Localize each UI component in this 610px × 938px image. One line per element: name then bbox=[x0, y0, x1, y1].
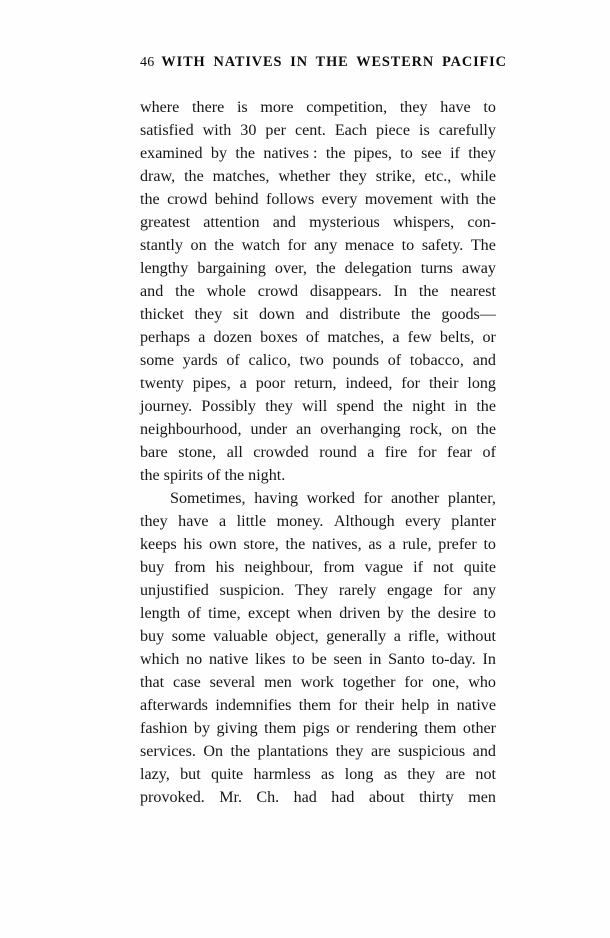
word: belts, bbox=[439, 329, 475, 346]
word: They bbox=[295, 582, 329, 599]
word: buy bbox=[140, 559, 165, 576]
word: buy bbox=[140, 628, 165, 645]
word: except bbox=[247, 605, 290, 622]
word: pipes, bbox=[192, 375, 231, 392]
word: they bbox=[335, 743, 364, 760]
word: examined bbox=[140, 145, 203, 162]
word: unjustified bbox=[140, 582, 209, 599]
word: little bbox=[236, 513, 267, 530]
text-line bbox=[140, 142, 496, 165]
word: of bbox=[226, 352, 240, 369]
word: for bbox=[443, 582, 463, 599]
word: night bbox=[412, 398, 446, 415]
word: and bbox=[472, 352, 496, 369]
word: spend bbox=[336, 398, 375, 415]
word: own bbox=[208, 536, 237, 553]
word: in bbox=[436, 697, 450, 714]
word: strike, bbox=[375, 168, 416, 185]
word: object, bbox=[275, 628, 319, 645]
word: bargaining bbox=[197, 260, 266, 277]
word: the bbox=[476, 191, 496, 208]
word: pipes, bbox=[353, 145, 392, 162]
word: they bbox=[194, 306, 223, 323]
word: pigs bbox=[302, 720, 330, 737]
word: will bbox=[302, 398, 328, 415]
word: the bbox=[410, 306, 431, 323]
word: matches, bbox=[327, 329, 385, 346]
word: pounds bbox=[332, 352, 380, 369]
word: is bbox=[418, 122, 430, 139]
word: over, bbox=[274, 260, 307, 277]
text-line bbox=[140, 786, 496, 809]
word: not bbox=[433, 559, 454, 576]
word: whispers, bbox=[392, 214, 455, 231]
word: distribute bbox=[339, 306, 401, 323]
word: to bbox=[483, 536, 496, 553]
word: men bbox=[468, 789, 496, 806]
text-line bbox=[140, 211, 496, 234]
word: one, bbox=[432, 674, 460, 691]
word: in bbox=[368, 651, 382, 668]
word: his bbox=[215, 559, 235, 576]
word: whether bbox=[278, 168, 331, 185]
word: to bbox=[401, 237, 415, 254]
word: the bbox=[175, 283, 195, 300]
word: from bbox=[174, 559, 206, 576]
word: cent. bbox=[294, 122, 326, 139]
word: menace bbox=[344, 237, 395, 254]
word: by bbox=[387, 605, 404, 622]
word: down bbox=[258, 306, 295, 323]
word: greatest bbox=[140, 214, 191, 231]
word: prefer bbox=[438, 536, 477, 553]
word: draw, bbox=[140, 168, 176, 185]
word: afterwards bbox=[140, 697, 208, 714]
word: the bbox=[383, 398, 403, 415]
word: to bbox=[483, 99, 496, 116]
word: suspicion. bbox=[219, 582, 285, 599]
word: Although bbox=[333, 513, 395, 530]
word: watch bbox=[241, 237, 280, 254]
word: not bbox=[475, 766, 496, 783]
text-line bbox=[140, 740, 496, 763]
word: is bbox=[236, 99, 248, 116]
word: On bbox=[203, 743, 224, 760]
word: follows bbox=[265, 191, 315, 208]
word: giving bbox=[216, 720, 258, 737]
word: for bbox=[401, 375, 421, 392]
word: lengthy bbox=[140, 260, 189, 277]
text-line bbox=[140, 280, 496, 303]
word: vague bbox=[364, 559, 404, 576]
running-head bbox=[140, 54, 507, 71]
word: see bbox=[421, 145, 442, 162]
word: engage bbox=[387, 582, 433, 599]
text-line bbox=[140, 96, 496, 119]
word: and bbox=[472, 743, 496, 760]
word: natives : bbox=[263, 145, 318, 162]
word: rock, bbox=[409, 421, 443, 438]
word: several bbox=[209, 674, 256, 691]
word: fashion bbox=[140, 720, 188, 737]
word: had bbox=[331, 789, 355, 806]
word: they bbox=[140, 513, 168, 530]
word: thirty bbox=[418, 789, 454, 806]
word: they bbox=[407, 766, 436, 783]
text-line bbox=[140, 395, 496, 418]
word: about bbox=[368, 789, 405, 806]
word: and bbox=[140, 283, 164, 300]
text-line bbox=[140, 648, 496, 671]
word: keeps bbox=[140, 536, 177, 553]
word: store, bbox=[243, 536, 279, 553]
word: under bbox=[250, 421, 288, 438]
word: suspicious bbox=[398, 743, 466, 760]
word: having bbox=[254, 490, 299, 507]
word: the bbox=[476, 421, 496, 438]
word: to bbox=[400, 145, 413, 162]
word: native bbox=[208, 651, 249, 668]
word: movement bbox=[364, 191, 433, 208]
word: their bbox=[364, 697, 395, 714]
word: with bbox=[440, 191, 469, 208]
word: every bbox=[321, 191, 358, 208]
word: worked bbox=[306, 490, 355, 507]
word: and bbox=[305, 306, 329, 323]
word: overhanging bbox=[320, 421, 401, 438]
word: goods— bbox=[441, 306, 496, 323]
word: with bbox=[202, 122, 232, 139]
word: time, bbox=[208, 605, 241, 622]
word: be bbox=[311, 651, 327, 668]
word: for bbox=[404, 674, 424, 691]
word: neighbour, bbox=[244, 559, 314, 576]
word: work bbox=[300, 674, 334, 691]
word: con- bbox=[467, 214, 496, 231]
word: had bbox=[293, 789, 317, 806]
word: Possibly bbox=[201, 398, 256, 415]
word: are bbox=[445, 766, 466, 783]
word: satisfied bbox=[140, 122, 194, 139]
word: disappears. bbox=[309, 283, 382, 300]
word: the bbox=[315, 260, 336, 277]
word: and bbox=[272, 214, 296, 231]
word: the bbox=[230, 743, 251, 760]
text-line bbox=[140, 257, 496, 280]
word: a bbox=[393, 628, 401, 645]
word: long bbox=[467, 375, 496, 392]
text-line bbox=[140, 234, 496, 257]
word: of bbox=[187, 605, 201, 622]
word: lazy, bbox=[140, 766, 170, 783]
word: seen bbox=[333, 651, 363, 668]
text-line bbox=[140, 763, 496, 786]
text-line bbox=[140, 303, 496, 326]
word: they bbox=[265, 398, 293, 415]
text-line bbox=[140, 326, 496, 349]
word: the bbox=[235, 145, 256, 162]
word: the bbox=[410, 605, 431, 622]
word: rendering bbox=[356, 720, 418, 737]
word: native bbox=[456, 697, 496, 714]
word: as bbox=[321, 766, 335, 783]
word: some bbox=[140, 352, 174, 369]
word: an bbox=[296, 421, 312, 438]
word: crowded bbox=[253, 444, 309, 461]
word: 30 bbox=[240, 122, 257, 139]
word: long bbox=[344, 766, 374, 783]
word: generally bbox=[326, 628, 387, 645]
word: perhaps bbox=[140, 329, 191, 346]
text-line bbox=[140, 671, 496, 694]
word: boxes bbox=[260, 329, 298, 346]
word: etc., bbox=[424, 168, 452, 185]
word: his bbox=[183, 536, 203, 553]
word: stantly bbox=[140, 237, 183, 254]
text-line bbox=[140, 510, 496, 533]
text-line bbox=[140, 188, 496, 211]
word: other bbox=[462, 720, 496, 737]
word: turns bbox=[420, 260, 453, 277]
word: mysterious bbox=[309, 214, 380, 231]
word: nearest bbox=[450, 283, 496, 300]
word: no bbox=[186, 651, 203, 668]
word: few bbox=[407, 329, 432, 346]
word: In bbox=[393, 283, 408, 300]
word: the bbox=[214, 237, 234, 254]
word: to-day. bbox=[431, 651, 476, 668]
word: for bbox=[287, 237, 307, 254]
word: calico, bbox=[248, 352, 291, 369]
word: matches, bbox=[212, 168, 270, 185]
word: Each bbox=[334, 122, 367, 139]
word: carefully bbox=[438, 122, 496, 139]
paragraph bbox=[140, 487, 496, 809]
word: planter, bbox=[447, 490, 496, 507]
word: away bbox=[461, 260, 496, 277]
word: stone, bbox=[178, 444, 217, 461]
word: which bbox=[140, 651, 180, 668]
body-text-block bbox=[140, 96, 496, 809]
word: whole bbox=[206, 283, 246, 300]
word: per bbox=[265, 122, 286, 139]
text-line bbox=[140, 717, 496, 740]
word: Ch. bbox=[256, 789, 280, 806]
word: case bbox=[173, 674, 201, 691]
word: who bbox=[468, 674, 496, 691]
word: piece bbox=[376, 122, 410, 139]
word: as bbox=[383, 766, 398, 783]
word: but bbox=[180, 766, 201, 783]
word: a bbox=[388, 536, 396, 553]
text-line bbox=[140, 349, 496, 372]
word: rifle, bbox=[408, 628, 440, 645]
word: they bbox=[339, 168, 367, 185]
word: where bbox=[140, 99, 180, 116]
word: on bbox=[451, 421, 468, 438]
word: attention bbox=[203, 214, 260, 231]
text-line bbox=[140, 487, 496, 510]
word: a bbox=[219, 513, 227, 530]
word: a bbox=[198, 329, 206, 346]
word: for bbox=[338, 697, 358, 714]
word: some bbox=[171, 628, 206, 645]
word: that bbox=[140, 674, 165, 691]
word: rule, bbox=[402, 536, 432, 553]
word: yards bbox=[182, 352, 218, 369]
word: Santo bbox=[388, 651, 425, 668]
text-line bbox=[140, 694, 496, 717]
word: from bbox=[323, 559, 355, 576]
word: any bbox=[314, 237, 338, 254]
word: more bbox=[260, 99, 294, 116]
word: round bbox=[319, 444, 357, 461]
word: them bbox=[424, 720, 457, 737]
word: crowd bbox=[257, 283, 299, 300]
word: two bbox=[299, 352, 324, 369]
word: the bbox=[184, 168, 204, 185]
word: help bbox=[401, 697, 430, 714]
word: length bbox=[140, 605, 181, 622]
text-line bbox=[140, 533, 496, 556]
word: by bbox=[210, 145, 228, 162]
word: a bbox=[239, 375, 247, 392]
word: dozen bbox=[213, 329, 252, 346]
word: neighbourhood, bbox=[140, 421, 242, 438]
word: men bbox=[264, 674, 292, 691]
word: while bbox=[460, 168, 496, 185]
paragraph bbox=[140, 96, 496, 487]
text-line bbox=[140, 119, 496, 142]
word: return, bbox=[294, 375, 337, 392]
word: quite bbox=[211, 766, 244, 783]
word: driven bbox=[339, 605, 381, 622]
word: money. bbox=[276, 513, 324, 530]
word: sit bbox=[232, 306, 249, 323]
word: provoked. bbox=[140, 789, 205, 806]
word: of bbox=[305, 329, 320, 346]
word: every bbox=[405, 513, 441, 530]
word: thicket bbox=[140, 306, 184, 323]
word: indemnifies bbox=[215, 697, 292, 714]
word: valuable bbox=[213, 628, 268, 645]
word: the bbox=[140, 191, 160, 208]
word: the bbox=[325, 145, 346, 162]
word: indeed, bbox=[345, 375, 393, 392]
word: in bbox=[454, 398, 468, 415]
word: fear bbox=[447, 444, 473, 461]
word: the bbox=[418, 283, 439, 300]
word: the bbox=[285, 536, 306, 553]
text-line bbox=[140, 556, 496, 579]
word: have bbox=[440, 99, 471, 116]
text-line bbox=[140, 579, 496, 602]
word: planter bbox=[451, 513, 496, 530]
word: services. bbox=[140, 743, 196, 760]
text-line bbox=[140, 602, 496, 625]
word: or bbox=[336, 720, 350, 737]
word: or bbox=[482, 329, 496, 346]
word: crowd bbox=[167, 191, 208, 208]
word: all bbox=[226, 444, 243, 461]
word: desire bbox=[437, 605, 477, 622]
word: fire bbox=[384, 444, 408, 461]
word: have bbox=[178, 513, 209, 530]
text-line bbox=[140, 372, 496, 395]
word: twenty bbox=[140, 375, 184, 392]
word: The bbox=[470, 237, 496, 254]
text-line bbox=[140, 418, 496, 441]
word: poor bbox=[255, 375, 286, 392]
word: their bbox=[428, 375, 459, 392]
page-folio-number: 46 bbox=[140, 55, 155, 70]
word: In bbox=[482, 651, 496, 668]
word: delegation bbox=[344, 260, 412, 277]
text-line bbox=[140, 165, 496, 188]
word: plantations bbox=[257, 743, 329, 760]
text-line: the spirits of the night. bbox=[140, 467, 286, 484]
word: another bbox=[390, 490, 440, 507]
word: of bbox=[387, 352, 402, 369]
word: together bbox=[342, 674, 396, 691]
word: rarely bbox=[338, 582, 377, 599]
word: as bbox=[368, 536, 382, 553]
word: of bbox=[482, 444, 496, 461]
word: behind bbox=[214, 191, 259, 208]
text-line bbox=[140, 625, 496, 648]
text-line bbox=[140, 441, 496, 464]
word: bare bbox=[140, 444, 168, 461]
word: likes bbox=[255, 651, 286, 668]
word: for bbox=[363, 490, 383, 507]
word: them bbox=[298, 697, 331, 714]
word: if bbox=[450, 145, 460, 162]
word: competition, bbox=[306, 99, 388, 116]
word: natives, bbox=[311, 536, 362, 553]
word: a bbox=[367, 444, 375, 461]
word: by bbox=[193, 720, 210, 737]
word: they bbox=[399, 99, 428, 116]
word: them bbox=[264, 720, 297, 737]
word: are bbox=[370, 743, 391, 760]
word: if bbox=[413, 559, 424, 576]
word: to bbox=[292, 651, 305, 668]
word: without bbox=[446, 628, 496, 645]
word: tobacco, bbox=[409, 352, 464, 369]
word: when bbox=[297, 605, 333, 622]
running-head-title: WITH NATIVES IN THE WESTERN PACIFIC bbox=[161, 54, 507, 70]
word: Sometimes, bbox=[170, 490, 246, 507]
word: for bbox=[417, 444, 437, 461]
word: on bbox=[190, 237, 207, 254]
word: any bbox=[472, 582, 496, 599]
word: Mr. bbox=[219, 789, 242, 806]
word: there bbox=[192, 99, 225, 116]
word: to bbox=[483, 605, 496, 622]
word: harmless bbox=[253, 766, 311, 783]
word: the bbox=[476, 398, 496, 415]
word: quite bbox=[463, 559, 496, 576]
word: journey. bbox=[140, 398, 193, 415]
word: a bbox=[392, 329, 400, 346]
word: safety. bbox=[421, 237, 464, 254]
word: they bbox=[468, 145, 496, 162]
